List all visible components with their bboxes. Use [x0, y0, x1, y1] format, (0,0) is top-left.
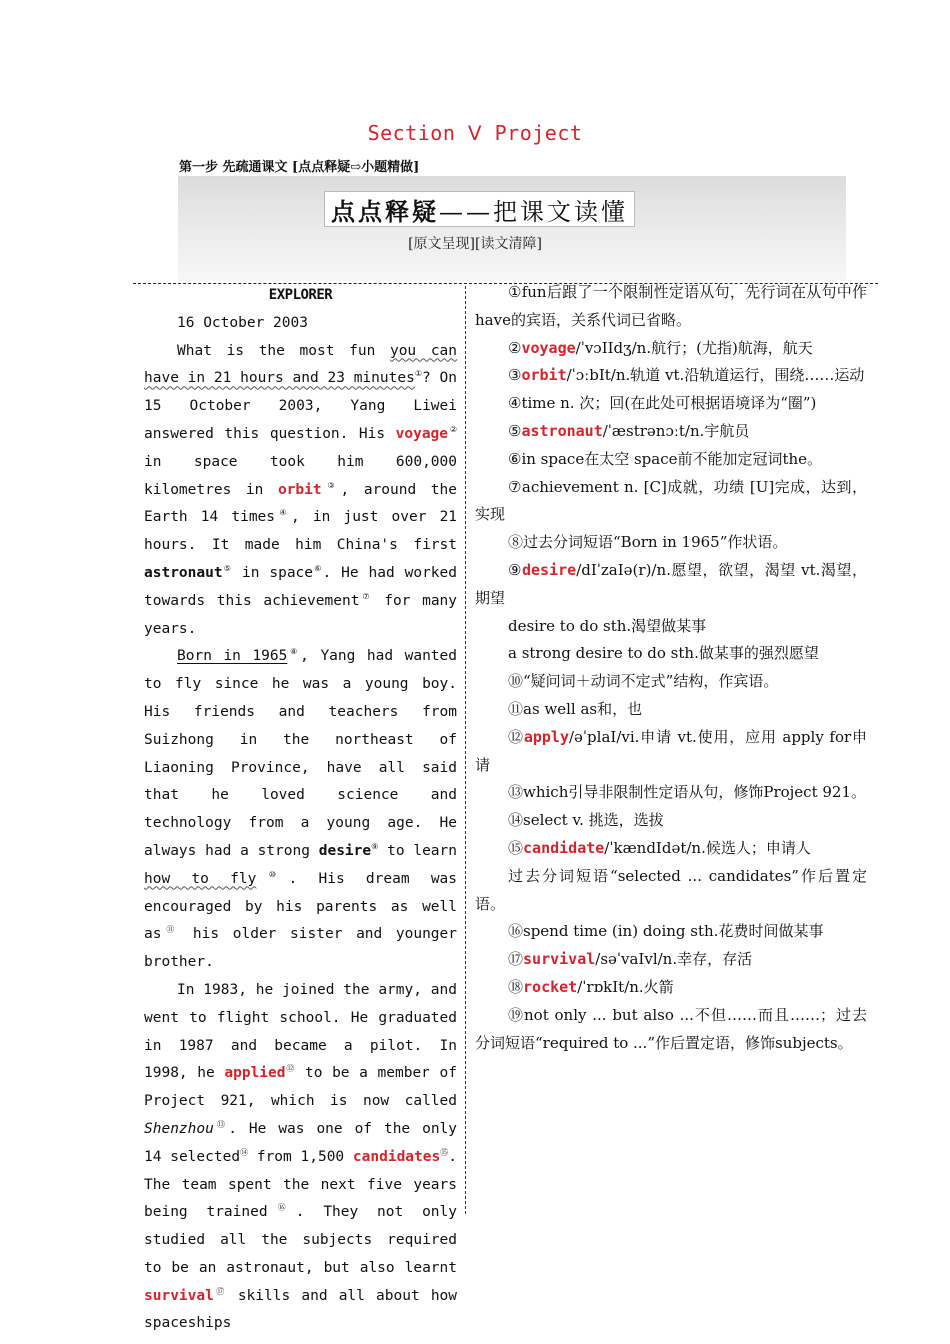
passage-paragraph-1	[144, 338, 457, 644]
note-15	[475, 835, 867, 863]
word-shenzhou: Shenzhou	[144, 1120, 214, 1137]
note-1: ①fun后跟了一个限制性定语从句，先行词在从句中作have的宾语，关系代词已省略。	[475, 283, 867, 329]
note-number: ⑱	[508, 977, 524, 996]
note-4: ④time n. 次；回(在此处可根据语境译为“圈”)	[508, 394, 817, 413]
note-8: ⑧过去分词短语“Born in 1965”作状语。	[508, 533, 788, 552]
note-ref: ⑥	[313, 564, 323, 574]
passage-paragraph-3	[144, 977, 457, 1338]
note-ref: ⑫	[285, 1064, 296, 1074]
column-divider	[465, 286, 466, 1214]
text-span: to be a member of Project 921, which is now called	[144, 1065, 458, 1110]
keyword-voyage: voyage	[521, 338, 576, 357]
keyword-astronaut: astronaut	[521, 421, 603, 440]
step-line: 第一步 先疏通课文 [点点释疑⇨小题精做]	[179, 160, 420, 175]
note-ref: ④	[275, 508, 292, 518]
note-9	[475, 557, 867, 613]
passage-heading: EXPLORER	[268, 287, 333, 303]
note-number: ⑤	[508, 421, 522, 440]
note-2	[475, 335, 867, 363]
note-text: /ˈvɔIIdʒ/n.航行；(尤指)航海，航天	[575, 338, 813, 357]
notes-column	[475, 279, 867, 1057]
note-11: ⑪as well as和，也	[508, 699, 643, 718]
phrase-how-to-fly: how to fly	[144, 870, 257, 887]
text-span: . The team spent the next five years being trained	[144, 1148, 458, 1221]
note-ref: ⑩	[256, 869, 289, 879]
text-span: his older sister and younger brother.	[144, 926, 458, 971]
note-5	[475, 418, 867, 446]
banner-subtitle: [原文呈现][读文清障]	[408, 236, 542, 252]
text-span: What is the most fun	[177, 342, 390, 359]
passage-date: 16 October 2003	[177, 314, 308, 331]
note-number: ⑰	[508, 950, 524, 969]
note-10: ⑩“疑问词＋动词不定式”结构，作宾语。	[508, 672, 779, 691]
note-12	[475, 724, 867, 780]
note-14: ⑭select v. 挑选，选拔	[508, 811, 664, 830]
keyword-candidates: candidates	[352, 1148, 441, 1165]
passage-paragraph-2	[144, 643, 457, 977]
keyword-rocket: rocket	[523, 977, 578, 996]
keyword-orbit: orbit	[521, 366, 567, 385]
note-ref: ⑯	[267, 1203, 296, 1213]
phrase-you-can-have: you can have in 21 hours and 23 minutes	[144, 342, 458, 387]
keyword-astronaut: astronaut	[144, 564, 223, 581]
note-text: /ˈrɒkIt/n.火箭	[577, 977, 674, 996]
note-ref: ⑪	[161, 925, 180, 935]
keyword-orbit: orbit	[277, 481, 322, 498]
note-6: ⑥in space在太空 space前不能加定冠词the。	[508, 449, 823, 468]
note-number: ⑮	[508, 838, 524, 857]
text-span: in space took him 600,000 kilometres in	[144, 453, 457, 498]
note-ref: ⑧	[287, 647, 301, 657]
note-text: /ˈkændIdət/n.候选人；申请人	[604, 838, 811, 857]
note-9-example-1: desire to do sth.渴望做某事	[508, 616, 707, 635]
keyword-apply: apply	[523, 727, 569, 746]
text-span: . He was one of the only 14 selected	[144, 1120, 458, 1165]
note-number: ③	[508, 366, 522, 385]
note-15-detail: 过去分词短语“selected ... candidates”作后置定语。	[475, 866, 867, 913]
note-number: ⑫	[508, 727, 524, 746]
keyword-survival: survival	[144, 1287, 214, 1304]
note-16: ⑯spend time (in) doing sth.花费时间做某事	[508, 922, 824, 941]
passage-column	[144, 282, 457, 1338]
keyword-voyage: voyage	[395, 425, 449, 442]
note-19: ⑲not only ... but also ...不但……而且……；过去分词短语“required to ...”作后置定语，修饰subjects。	[475, 1005, 867, 1052]
note-ref: ⑭	[240, 1147, 249, 1157]
banner-title-bold: 点点释疑	[331, 196, 439, 226]
note-ref: ③	[321, 480, 341, 490]
note-text: /dIˈzaIə(r)/n.愿望，欲望，渴望 vt.渴望，期望	[475, 560, 868, 607]
text-span: In 1983, he joined the army, and went to flight school. He graduated in 1987 and became a pilot. In 1998, he	[144, 981, 457, 1082]
text-span: . He had worked towards this achievement	[144, 564, 457, 609]
note-ref: ①	[414, 369, 423, 379]
note-text: /səˈvaIvl/n.幸存，存活	[595, 950, 753, 969]
note-13: ⑬which引导非限制性定语从句，修饰Project 921。	[508, 783, 867, 802]
note-ref: ⑦	[359, 591, 373, 601]
note-number: ②	[508, 338, 522, 357]
text-span: from 1,500	[248, 1148, 353, 1165]
keyword-desire: desire	[318, 842, 372, 859]
text-span: . His dream was encouraged by his parents as well as	[144, 870, 458, 943]
text-span: in space	[232, 564, 314, 581]
note-ref: ⑮	[440, 1147, 449, 1157]
text-span: skills and all about how spaceships	[144, 1287, 458, 1332]
note-3	[475, 362, 867, 390]
keyword-desire: desire	[522, 560, 577, 579]
text-span: , in just over 21 hours. It made him China's first	[144, 509, 458, 554]
text-span: . They not only studied all the subjects required to be an astronaut, but also learnt	[144, 1204, 457, 1276]
note-ref: ⑨	[371, 842, 379, 852]
text-span: , around the Earth 14 times	[144, 481, 458, 526]
keyword-candidate: candidate	[523, 838, 605, 857]
text-span: to learn	[378, 842, 457, 859]
note-ref: ⑤	[222, 564, 233, 574]
note-ref: ⑰	[213, 1286, 227, 1296]
note-text: /ˈɔːbIt/n.轨道 vt.沿轨道运行，围绕……运动	[566, 366, 865, 385]
keyword-survival: survival	[523, 950, 596, 969]
banner-title-rest: ——把课文读懂	[439, 197, 628, 226]
text-span: for many years.	[144, 592, 458, 637]
keyword-applied: applied	[224, 1065, 286, 1082]
note-text: /əˈplaI/vi.申请 vt.使用，应用 apply for申请	[475, 727, 867, 774]
phrase-born-in-1965: Born in 1965	[177, 648, 288, 665]
note-number: ⑨	[508, 560, 522, 579]
note-ref: ⑬	[213, 1120, 229, 1130]
note-ref: ②	[448, 425, 458, 435]
banner-title	[324, 191, 635, 227]
page-title: Section Ⅴ Project	[367, 121, 583, 145]
text-span: ? On 15 October 2003, Yang Liwei answered this question. His	[144, 370, 457, 442]
note-7: ⑦achievement n. [C]成就，功绩 [U]完成，达到，实现	[475, 477, 867, 524]
note-18	[475, 974, 867, 1002]
text-span: , Yang had wanted to fly since he was a young boy. His friends and teachers from Suizhong in the northeast of Liaoning Province, have all said that he loved science and technology from a young age. He always had a strong	[144, 648, 458, 859]
note-text: /ˈæstrənɔːt/n.宇航员	[602, 421, 750, 440]
note-9-example-2: a strong desire to do sth.做某事的强烈愿望	[508, 644, 819, 663]
note-17	[475, 946, 867, 974]
